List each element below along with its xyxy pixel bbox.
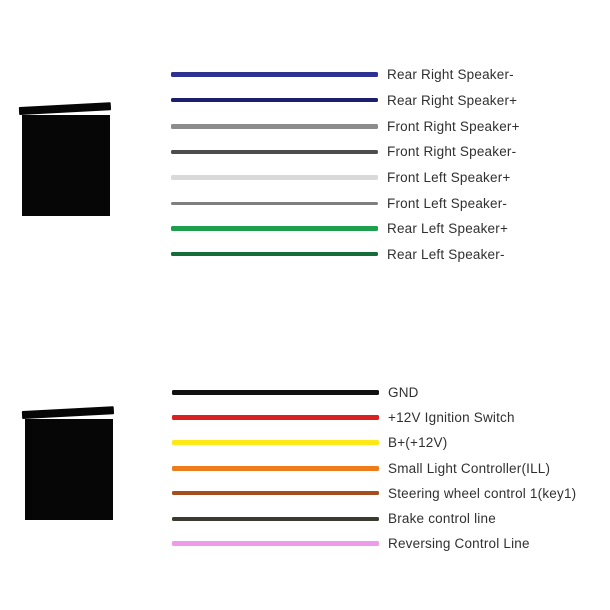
wire-line — [172, 491, 379, 495]
wire-line — [172, 440, 379, 445]
wire-label: Front Left Speaker- — [387, 195, 508, 211]
wire-line — [171, 226, 378, 231]
wire-line — [172, 466, 379, 471]
wire-row — [172, 531, 576, 556]
connector-cover — [22, 406, 114, 419]
wire-label: Reversing Control Line — [388, 536, 530, 552]
wire-label: Rear Left Speaker+ — [387, 221, 509, 237]
wire-row — [172, 405, 576, 430]
wire-label: Rear Left Speaker- — [387, 246, 505, 262]
power-wire-list — [172, 380, 576, 556]
wire-line — [171, 175, 378, 180]
speaker-harness-connector-icon — [22, 104, 110, 216]
wire-line — [171, 72, 378, 77]
wire-row — [171, 216, 520, 242]
wire-label: Front Right Speaker- — [387, 144, 517, 160]
wire-label: Steering wheel control 1(key1) — [388, 485, 577, 501]
wire-row — [172, 481, 576, 506]
wire-label: +12V Ignition Switch — [388, 410, 515, 426]
wire-label: Rear Right Speaker+ — [387, 92, 518, 108]
wire-label: B+(+12V) — [388, 435, 448, 451]
speaker-wire-list — [171, 62, 520, 267]
wire-row — [172, 380, 576, 405]
wire-label: Small Light Controller(ILL) — [388, 460, 551, 476]
wire-line — [171, 98, 378, 102]
connector-cover — [19, 102, 111, 115]
wire-line — [171, 124, 378, 129]
wire-label: Rear Right Speaker- — [387, 67, 514, 83]
wire-row — [171, 62, 520, 88]
connector-body — [22, 115, 110, 216]
wire-row — [172, 430, 576, 455]
wire-row — [171, 190, 520, 216]
wire-row — [171, 113, 520, 139]
wire-line — [171, 252, 378, 256]
wire-line — [172, 541, 379, 546]
wire-line — [172, 415, 379, 420]
wire-row — [171, 241, 520, 267]
connector-body — [25, 419, 113, 520]
wire-label: Front Left Speaker+ — [387, 169, 511, 185]
wire-label: Brake control line — [388, 511, 496, 527]
wire-row — [172, 506, 576, 531]
power-harness-connector-icon — [25, 408, 113, 520]
wire-row — [171, 139, 520, 165]
wire-row — [171, 88, 520, 114]
wire-row — [172, 456, 576, 481]
wire-line — [172, 390, 379, 395]
wire-label: GND — [388, 385, 419, 401]
wire-label: Front Right Speaker+ — [387, 118, 520, 134]
wire-line — [172, 517, 379, 521]
wire-line — [171, 202, 378, 205]
wire-line — [171, 150, 378, 154]
wire-row — [171, 165, 520, 191]
